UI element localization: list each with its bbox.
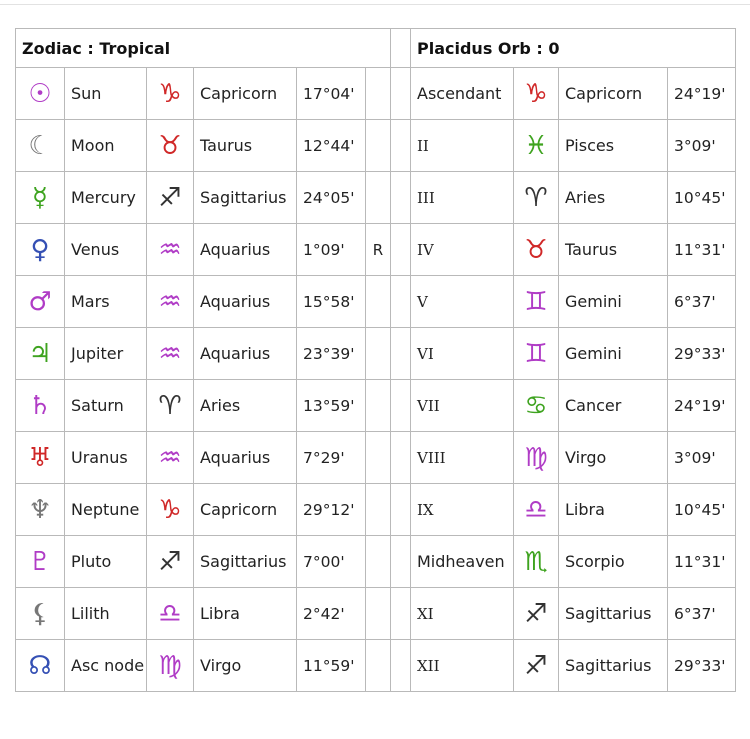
planet-sign: Sagittarius bbox=[194, 536, 297, 588]
sagittarius-icon-cell bbox=[147, 536, 194, 588]
neptune-icon: ♆ bbox=[28, 494, 52, 525]
house-sign: Gemini bbox=[559, 276, 668, 328]
house-degree: 29°33' bbox=[668, 328, 736, 380]
sagittarius-icon-cell bbox=[514, 588, 559, 640]
table-row bbox=[16, 68, 736, 120]
saturn-icon: ♄ bbox=[28, 390, 52, 421]
retrograde-flag bbox=[366, 484, 391, 536]
house-degree: 29°33' bbox=[668, 640, 736, 692]
column-gap bbox=[391, 172, 411, 224]
libra-icon-cell bbox=[147, 588, 194, 640]
virgo-icon-cell bbox=[514, 432, 559, 484]
house-sign: Gemini bbox=[559, 328, 668, 380]
aries-icon: ♈ bbox=[158, 390, 182, 421]
planet-sign: Aquarius bbox=[194, 328, 297, 380]
house-sign: Sagittarius bbox=[559, 588, 668, 640]
retrograde-flag: R bbox=[366, 224, 391, 276]
house-sign: Cancer bbox=[559, 380, 668, 432]
venus-icon: ♀ bbox=[30, 234, 50, 265]
house-sign: Libra bbox=[559, 484, 668, 536]
sagittarius-icon: ♐ bbox=[524, 650, 548, 681]
neptune-icon-cell bbox=[16, 484, 65, 536]
virgo-icon: ♍ bbox=[524, 442, 548, 473]
column-gap bbox=[391, 328, 411, 380]
uranus-icon-cell bbox=[16, 432, 65, 484]
house-name: III bbox=[411, 172, 514, 224]
taurus-icon: ♉ bbox=[158, 130, 182, 161]
scorpio-icon: ♏ bbox=[524, 546, 548, 577]
aquarius-icon-cell bbox=[147, 328, 194, 380]
planet-sign: Sagittarius bbox=[194, 172, 297, 224]
retrograde-flag bbox=[366, 172, 391, 224]
house-degree: 11°31' bbox=[668, 224, 736, 276]
house-degree: 3°09' bbox=[668, 120, 736, 172]
planet-degree: 11°59' bbox=[297, 640, 366, 692]
pluto-icon: ♇ bbox=[28, 546, 52, 577]
column-gap bbox=[391, 276, 411, 328]
uranus-icon: ♅ bbox=[28, 442, 52, 473]
planet-name: Venus bbox=[65, 224, 147, 276]
column-gap bbox=[391, 68, 411, 120]
house-degree: 11°31' bbox=[668, 536, 736, 588]
planet-sign: Capricorn bbox=[194, 68, 297, 120]
sun-icon-cell bbox=[16, 68, 65, 120]
table-row bbox=[16, 172, 736, 224]
table-row bbox=[16, 380, 736, 432]
sun-icon: ☉ bbox=[28, 78, 52, 109]
house-name: XI bbox=[411, 588, 514, 640]
gemini-icon-cell bbox=[514, 276, 559, 328]
sagittarius-icon-cell bbox=[147, 172, 194, 224]
house-sign: Aries bbox=[559, 172, 668, 224]
planet-name: Sun bbox=[65, 68, 147, 120]
retrograde-flag bbox=[366, 640, 391, 692]
retrograde-flag bbox=[366, 276, 391, 328]
top-divider bbox=[0, 4, 750, 5]
capricorn-icon-cell bbox=[147, 484, 194, 536]
planet-degree: 7°00' bbox=[297, 536, 366, 588]
house-degree: 3°09' bbox=[668, 432, 736, 484]
north-node-icon: ☊ bbox=[28, 650, 52, 681]
planet-name: Jupiter bbox=[65, 328, 147, 380]
planet-degree: 7°29' bbox=[297, 432, 366, 484]
planet-name: Moon bbox=[65, 120, 147, 172]
aquarius-icon: ♒ bbox=[158, 286, 182, 317]
planet-name: Pluto bbox=[65, 536, 147, 588]
column-gap bbox=[391, 484, 411, 536]
cancer-icon: ♋ bbox=[524, 390, 548, 421]
mars-icon-cell bbox=[16, 276, 65, 328]
libra-icon: ♎ bbox=[524, 494, 548, 525]
planet-name: Saturn bbox=[65, 380, 147, 432]
planet-degree: 2°42' bbox=[297, 588, 366, 640]
retrograde-flag bbox=[366, 536, 391, 588]
house-name: IX bbox=[411, 484, 514, 536]
planet-name: Lilith bbox=[65, 588, 147, 640]
house-degree: 10°45' bbox=[668, 172, 736, 224]
scorpio-icon-cell bbox=[514, 536, 559, 588]
gemini-icon: ♊ bbox=[524, 338, 548, 369]
libra-icon-cell bbox=[514, 484, 559, 536]
house-sign: Virgo bbox=[559, 432, 668, 484]
table-row bbox=[16, 276, 736, 328]
moon-icon: ☾ bbox=[28, 130, 52, 161]
planet-name: Uranus bbox=[65, 432, 147, 484]
mercury-icon-cell bbox=[16, 172, 65, 224]
planet-sign: Aquarius bbox=[194, 432, 297, 484]
pisces-icon: ♓ bbox=[524, 130, 548, 161]
house-name: Midheaven bbox=[411, 536, 514, 588]
house-sign: Taurus bbox=[559, 224, 668, 276]
planet-degree: 17°04' bbox=[297, 68, 366, 120]
planet-degree: 13°59' bbox=[297, 380, 366, 432]
sagittarius-icon: ♐ bbox=[158, 182, 182, 213]
table-row bbox=[16, 536, 736, 588]
capricorn-icon: ♑ bbox=[524, 78, 548, 109]
saturn-icon-cell bbox=[16, 380, 65, 432]
house-sign: Sagittarius bbox=[559, 640, 668, 692]
capricorn-icon-cell bbox=[147, 68, 194, 120]
planet-degree: 24°05' bbox=[297, 172, 366, 224]
planet-name: Mars bbox=[65, 276, 147, 328]
column-gap bbox=[391, 224, 411, 276]
taurus-icon-cell bbox=[514, 224, 559, 276]
planet-name: Mercury bbox=[65, 172, 147, 224]
column-gap bbox=[391, 380, 411, 432]
column-gap bbox=[391, 29, 411, 68]
pisces-icon-cell bbox=[514, 120, 559, 172]
mars-icon: ♂ bbox=[28, 286, 52, 317]
retrograde-flag bbox=[366, 432, 391, 484]
house-degree: 6°37' bbox=[668, 588, 736, 640]
table-header-row bbox=[16, 29, 736, 68]
mercury-icon: ☿ bbox=[32, 182, 48, 213]
planet-sign: Aquarius bbox=[194, 276, 297, 328]
house-degree: 10°45' bbox=[668, 484, 736, 536]
house-sign: Pisces bbox=[559, 120, 668, 172]
astro-chart-table bbox=[15, 28, 736, 692]
capricorn-icon: ♑ bbox=[158, 78, 182, 109]
house-name: Ascendant bbox=[411, 68, 514, 120]
gemini-icon-cell bbox=[514, 328, 559, 380]
libra-icon: ♎ bbox=[158, 598, 182, 629]
aquarius-icon-cell bbox=[147, 276, 194, 328]
jupiter-icon: ♃ bbox=[28, 338, 52, 369]
house-degree: 24°19' bbox=[668, 68, 736, 120]
aquarius-icon-cell bbox=[147, 224, 194, 276]
virgo-icon: ♍ bbox=[158, 650, 182, 681]
sagittarius-icon-cell bbox=[514, 640, 559, 692]
retrograde-flag bbox=[366, 380, 391, 432]
planet-degree: 23°39' bbox=[297, 328, 366, 380]
table-row bbox=[16, 328, 736, 380]
column-gap bbox=[391, 120, 411, 172]
venus-icon-cell bbox=[16, 224, 65, 276]
lilith-icon: ⚸ bbox=[30, 598, 50, 629]
aquarius-icon: ♒ bbox=[158, 442, 182, 473]
house-name: XII bbox=[411, 640, 514, 692]
capricorn-icon-cell bbox=[514, 68, 559, 120]
jupiter-icon-cell bbox=[16, 328, 65, 380]
house-name: II bbox=[411, 120, 514, 172]
retrograde-flag bbox=[366, 120, 391, 172]
planet-sign: Libra bbox=[194, 588, 297, 640]
planet-degree: 12°44' bbox=[297, 120, 366, 172]
planet-sign: Aries bbox=[194, 380, 297, 432]
aries-icon-cell bbox=[514, 172, 559, 224]
table-row bbox=[16, 484, 736, 536]
planet-name: Neptune bbox=[65, 484, 147, 536]
astro-chart-table-wrapper bbox=[15, 28, 736, 692]
house-degree: 6°37' bbox=[668, 276, 736, 328]
planet-degree: 29°12' bbox=[297, 484, 366, 536]
house-degree: 24°19' bbox=[668, 380, 736, 432]
sagittarius-icon: ♐ bbox=[158, 546, 182, 577]
house-name: VII bbox=[411, 380, 514, 432]
planet-degree: 1°09' bbox=[297, 224, 366, 276]
retrograde-flag bbox=[366, 328, 391, 380]
table-row bbox=[16, 432, 736, 484]
taurus-icon-cell bbox=[147, 120, 194, 172]
cancer-icon-cell bbox=[514, 380, 559, 432]
moon-icon-cell bbox=[16, 120, 65, 172]
retrograde-flag bbox=[366, 68, 391, 120]
planet-sign: Capricorn bbox=[194, 484, 297, 536]
planet-sign: Aquarius bbox=[194, 224, 297, 276]
zodiac-header: Zodiac : Tropical bbox=[16, 29, 391, 68]
table-row bbox=[16, 120, 736, 172]
pluto-icon-cell bbox=[16, 536, 65, 588]
table-row bbox=[16, 588, 736, 640]
gemini-icon: ♊ bbox=[524, 286, 548, 317]
column-gap bbox=[391, 432, 411, 484]
planet-name: Asc node bbox=[65, 640, 147, 692]
table-row bbox=[16, 224, 736, 276]
aquarius-icon-cell bbox=[147, 432, 194, 484]
capricorn-icon: ♑ bbox=[158, 494, 182, 525]
aquarius-icon: ♒ bbox=[158, 234, 182, 265]
taurus-icon: ♉ bbox=[524, 234, 548, 265]
house-name: V bbox=[411, 276, 514, 328]
virgo-icon-cell bbox=[147, 640, 194, 692]
house-system-header: Placidus Orb : 0 bbox=[411, 29, 736, 68]
column-gap bbox=[391, 640, 411, 692]
planet-degree: 15°58' bbox=[297, 276, 366, 328]
column-gap bbox=[391, 588, 411, 640]
table-row bbox=[16, 640, 736, 692]
house-sign: Capricorn bbox=[559, 68, 668, 120]
planet-sign: Virgo bbox=[194, 640, 297, 692]
house-name: VIII bbox=[411, 432, 514, 484]
column-gap bbox=[391, 536, 411, 588]
aries-icon-cell bbox=[147, 380, 194, 432]
aquarius-icon: ♒ bbox=[158, 338, 182, 369]
sagittarius-icon: ♐ bbox=[524, 598, 548, 629]
house-name: VI bbox=[411, 328, 514, 380]
north-node-icon-cell bbox=[16, 640, 65, 692]
retrograde-flag bbox=[366, 588, 391, 640]
lilith-icon-cell bbox=[16, 588, 65, 640]
house-name: IV bbox=[411, 224, 514, 276]
planet-sign: Taurus bbox=[194, 120, 297, 172]
house-sign: Scorpio bbox=[559, 536, 668, 588]
aries-icon: ♈ bbox=[524, 182, 548, 213]
